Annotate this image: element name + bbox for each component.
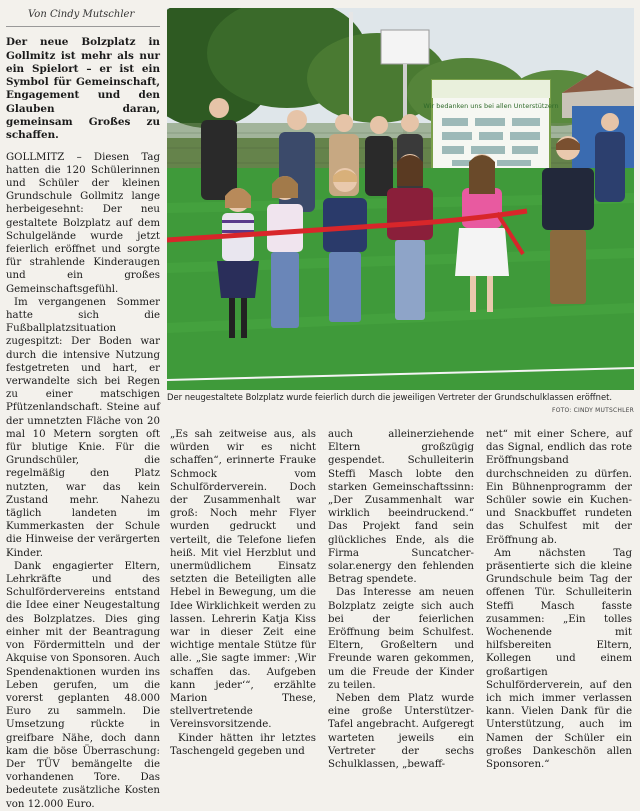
- paragraph: net“ mit einer Schere, auf das Signal, endlich das rote Eröffnungsband durchschneiden zu dürfen. Ein Bühnenprogramm der Schüler sowie ein Kuchen- und Snackbuffet rundeten das Schulfest mit der Eröffnung ab.: [486, 429, 632, 546]
- paragraph: Kinder hätten ihr letztes Taschengeld gegeben und: [170, 732, 316, 757]
- photo-caption: Der neugestaltete Bolzplatz wurde feierlich durch die jeweiligen Vertreter der Grundschulklassen eröffnet.: [167, 392, 613, 402]
- paragraph: Neben dem Platz wurde eine große Unterstützer-Tafel angebracht. Aufgeregt warteten jeweils ein Vertreter der sechs Schulklassen, „bewaff-: [328, 693, 474, 771]
- lede: Der neue Bolzplatz in Gollmitz ist mehr als nur ein Spielort – er ist ein Symbol für Gemeinschaft, Engagement und den Glauben daran, gemeinsam Großes zu schaffen.: [6, 36, 160, 142]
- paragraph: auch alleinerziehende Eltern großzügig gespendet. Schulleiterin Steffi Masch lobte den starken Gemeinschaftssinn: „Der Zusammenhalt war wirklich beeindruckend.“ Das Projekt fand sein glückliches Ende, als die Firma Suncatcher-solar.energy den fehlenden Betrag spendete.: [328, 429, 474, 586]
- article-photo: [167, 8, 634, 390]
- paragraph: Im vergangenen Sommer hatte sich die Fußballplatzsituation zugespitzt: Der Boden war durch die intensive Nutzung festgetreten und hart, er verwandelte sich bei Regen zu einer matschigen Pfützenlandschaft. Steine auf der umnetzten Fläche von 20 mal 10 Metern sorgten oft für blutige Knie. Für die Grundschüler, die regelmäßig den Platz nutzten, war das kein Zustand mehr. Nahezu täglich landeten im Kummerkasten der Schule die Hinweise der verärgerten Kinder.: [6, 296, 160, 559]
- photo-credit: FOTO: CINDY MUTSCHLER: [552, 407, 634, 414]
- sponsor-sign-title: Wir bedanken uns bei allen Unterstützern: [423, 102, 559, 110]
- paragraph: Am nächsten Tag präsentierte sich die kleine Grundschule beim Tag der offenen Tür. Schulleiterin Steffi Masch fasste zusammen: „Ein tolles Wochenende mit hilfsbereiten Eltern, Kollegen und einem großartigen Schulförderverein, auf den ich mich immer verlassen kann. Vielen Dank für die Unterstützung, auch im Namen der Schüler ein großes Dankeschön allen Sponsoren.“: [486, 547, 632, 771]
- paragraph: „Es sah zeitweise aus, als würden wir es nicht schaffen“, erinnerte Frauke Schmock vom Schulförderverein. Doch der Zusammenhalt war groß: Noch mehr Flyer wurden gedruckt und verteilt, die Telefone liefen heiß. Mit viel Herzblut und unermüdlichem Einsatz setzten die Beteiligten alle Hebel in Bewegung, um die Idee Wirklichkeit werden zu lassen. Lehrerin Katja Kiss war in dieser Zeit eine wichtige mentale Stütze für alle. „Sie sagte immer: ‚Wir schaffen das. Aufgeben kann jeder‘“, erzählte Marion These, stellvertretende Vereinsvorsitzende.: [170, 429, 316, 731]
- paragraph: Das Interesse am neuen Bolzplatz zeigte sich auch bei der feierlichen Eröffnung beim Schulfest. Eltern, Großeltern und Freunde waren gekommen, um die Freude der Kinder zu teilen.: [328, 587, 474, 691]
- paragraph: GOLLMITZ – Diesen Tag hatten die 120 Schülerinnen und Schüler der kleinen Grundschule Gollmitz lange herbeigesehnt: Der neu gestaltete Bolzplatz auf dem Schulgelände wurde jetzt feierlich eröffnet und sorgte für strahlende Kinderaugen und ein großes Gemeinschaftsgefühl.: [6, 151, 160, 295]
- left-column: [6, 6, 160, 811]
- byline: Von Cindy Mutschler: [6, 6, 160, 27]
- column-1: [170, 428, 316, 758]
- paragraph: Dank engagierter Eltern, Lehrkräfte und des Schulfördervereins entstand die Idee einer Neugestaltung des Bolzplatzes. Dies ging einher mit der Beantragung von Fördermitteln und der Akquise von Sponsoren. Auch Spendenaktionen wurden ins Leben gerufen, um die vorerst geplanten 48.000 Euro zu sammeln. Die Umsetzung rückte in greifbare Nähe, doch dann kam die böse Überraschung: Der TÜV bemängelte die vorhandenen Tore. Das bedeutete zusätzliche Kosten von 12.000 Euro.: [6, 560, 160, 810]
- left-body: [6, 151, 160, 811]
